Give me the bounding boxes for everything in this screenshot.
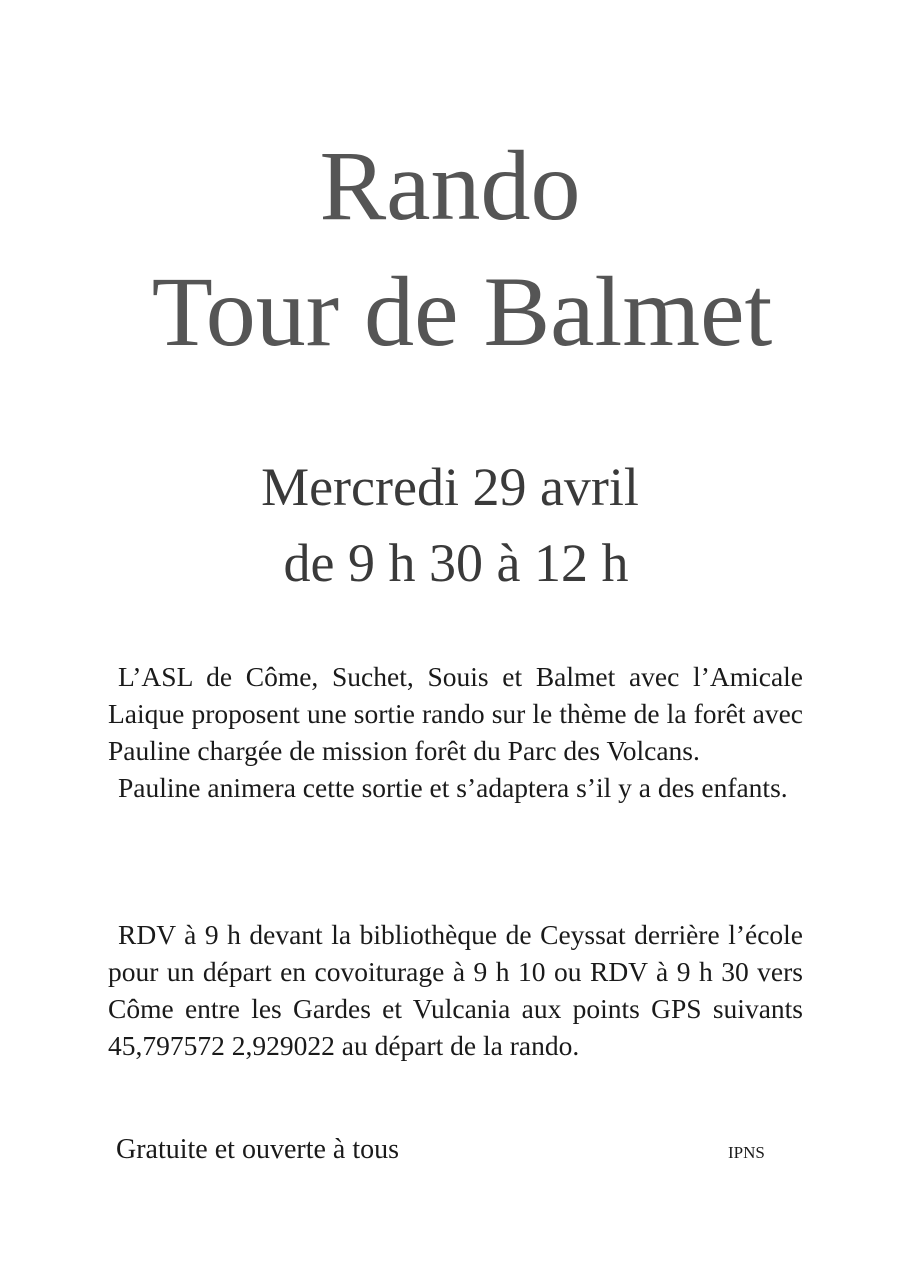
event-time: de 9 h 30 à 12 h [283,533,629,593]
description-block [108,658,803,806]
free-open-note: Gratuite et ouverte à tous [116,1134,400,1165]
ipns-mark: IPNS [728,1143,765,1162]
paragraph-guide: Pauline animera cette sortie et s’adaptera s’il y a des enfants. [118,772,788,803]
title-line-1: Rando [319,130,581,241]
meeting-block [108,916,803,1064]
paragraph-intro: L’ASL de Côme, Suchet, Souis et Balmet avec l’Amicale Laique proposent une sortie rando sur le thème de la forêt avec Pauline chargée de mission forêt du Parc des Volcans. [108,661,803,766]
title-line-2: Tour de Balmet [151,256,773,367]
event-date: Mercredi 29 avril [261,457,639,517]
paragraph-meeting: RDV à 9 h devant la bibliothèque de Ceyssat derrière l’école pour un départ en covoiturage à 9 h 10 ou RDV à 9 h 30 vers Côme entre les Gardes et Vulcania aux points GPS suivants 45,797572 2,929022 au départ de la rando. [108,919,803,1061]
